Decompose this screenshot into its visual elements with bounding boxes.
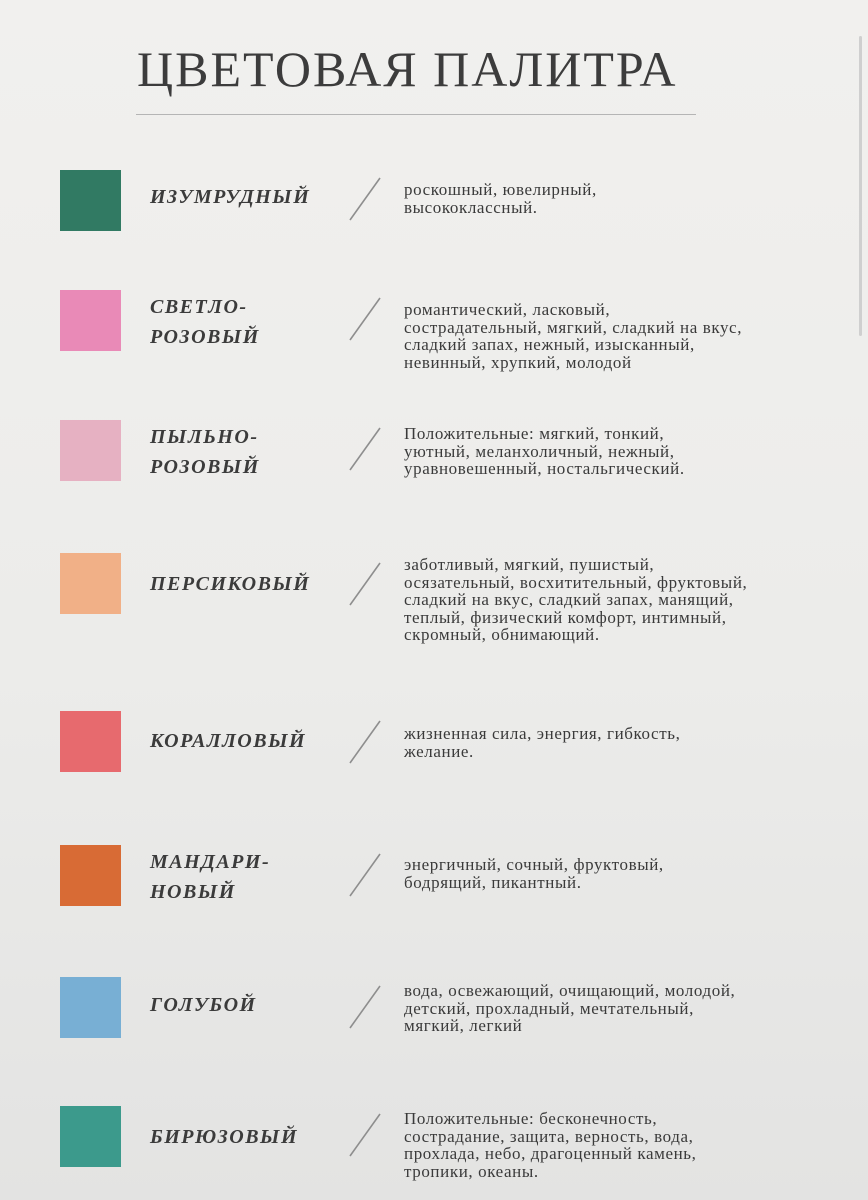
description-line: сладкий на вкус, сладкий запах, манящий, (404, 590, 734, 609)
color-description (404, 1110, 862, 1180)
color-swatch (60, 290, 121, 351)
description-line: бодрящий, пикантный. (404, 872, 582, 892)
slash-divider (344, 176, 384, 222)
color-name (150, 569, 310, 599)
description-line: мягкий, легкий (404, 1016, 523, 1035)
description-line: невинный, хрупкий, молодой (404, 352, 632, 372)
description-line: скромный, обнимающий. (404, 625, 600, 644)
color-swatch (60, 1106, 121, 1167)
color-description (404, 982, 862, 1035)
description-line: сострадание, защита, верность, вода, (404, 1126, 694, 1146)
color-description (404, 425, 862, 478)
description-line: вода, освежающий, очищающий, молодой, (404, 981, 736, 1000)
description-line: осязательный, восхитительный, фруктовый, (404, 572, 748, 592)
color-name-line: РОЗОВЫЙ (150, 456, 260, 478)
color-name-line: КОРАЛЛОВЫЙ (150, 730, 307, 752)
color-description (404, 301, 862, 371)
color-description (404, 856, 862, 891)
color-name (150, 847, 270, 907)
slash-divider (344, 426, 384, 472)
slash-divider (344, 296, 384, 342)
slash-divider (344, 984, 384, 1030)
color-name (150, 990, 257, 1020)
description-line: Положительные: бесконечность, (404, 1109, 658, 1128)
color-name (150, 292, 260, 352)
description-line: энергичный, сочный, фруктовый, (404, 855, 664, 874)
description-line: прохлада, небо, драгоценный камень, (404, 1144, 697, 1163)
color-swatch (60, 553, 121, 614)
color-name-line: БИРЮЗОВЫЙ (150, 1126, 299, 1148)
color-name-line: НОВЫЙ (150, 881, 236, 903)
color-name-line: ПЫЛЬНО- (150, 426, 259, 448)
color-swatch (60, 170, 121, 231)
description-line: сострадательный, мягкий, сладкий на вкус, (404, 317, 743, 337)
description-line: заботливый, мягкий, пушистый, (404, 555, 655, 574)
page-title: ЦВЕТОВАЯ ПАЛИТРА (137, 41, 678, 97)
color-name-line: РОЗОВЫЙ (150, 326, 260, 348)
color-name (150, 422, 260, 482)
color-description (404, 181, 862, 216)
description-line: сладкий запах, нежный, изысканный, (404, 335, 695, 354)
slash-divider (344, 852, 384, 898)
color-name (150, 726, 306, 756)
description-line: теплый, физический комфорт, интимный, (404, 607, 727, 627)
description-line: уютный, меланхоличный, нежный, (404, 441, 675, 461)
description-line: детский, прохладный, мечтательный, (404, 998, 694, 1018)
color-name (150, 182, 310, 212)
color-swatch (60, 420, 121, 481)
description-line: тропики, океаны. (404, 1161, 539, 1181)
color-name-line: ИЗУМРУДНЫЙ (150, 186, 311, 208)
slash-divider (344, 1112, 384, 1158)
description-line: уравновешенный, ностальгический. (404, 459, 685, 478)
description-line: роскошный, ювелирный, (404, 180, 597, 199)
color-description (404, 556, 862, 644)
slash-divider (344, 719, 384, 765)
color-swatch (60, 711, 121, 772)
title-divider (136, 114, 696, 115)
description-line: жизненная сила, энергия, гибкость, (404, 724, 681, 743)
color-swatch (60, 977, 121, 1038)
color-swatch (60, 845, 121, 906)
color-name-line: ГОЛУБОЙ (150, 994, 257, 1016)
color-name-line: ПЕРСИКОВЫЙ (150, 573, 311, 595)
description-line: романтический, ласковый, (404, 300, 611, 319)
color-description (404, 725, 862, 760)
description-line: желание. (404, 741, 474, 761)
color-name-line: СВЕТЛО- (150, 296, 248, 318)
description-line: Положительные: мягкий, тонкий, (404, 424, 665, 443)
slash-divider (344, 561, 384, 607)
color-name (150, 1122, 298, 1152)
color-name-line: МАНДАРИ- (150, 851, 271, 873)
description-line: высококлассный. (404, 197, 538, 217)
